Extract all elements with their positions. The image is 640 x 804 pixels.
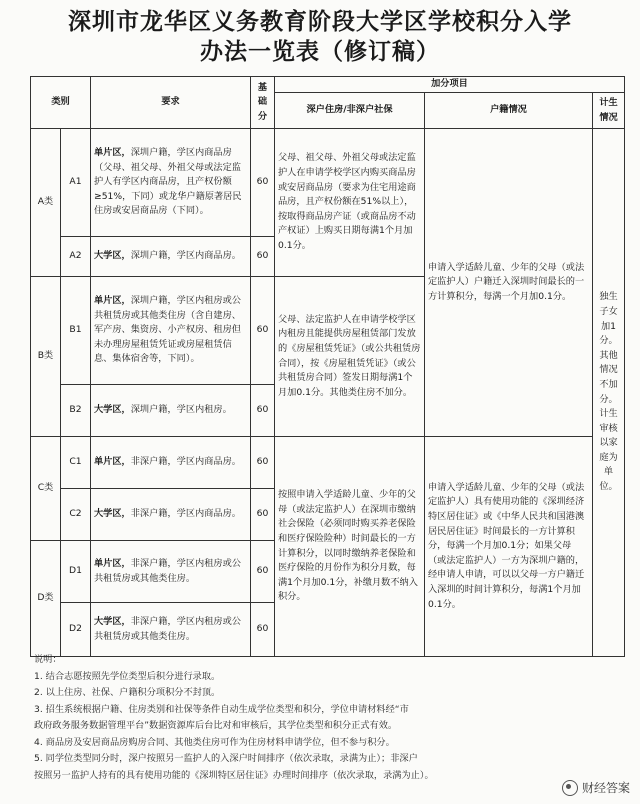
row-requirement bbox=[91, 603, 251, 657]
row-code: B1 bbox=[61, 277, 91, 385]
zone-label: 大学区， bbox=[94, 615, 131, 627]
header-requirement: 要求 bbox=[91, 77, 251, 129]
group-a: A类 bbox=[31, 129, 61, 277]
watermark bbox=[562, 779, 630, 796]
page-subtitle: 办法一览表（修订稿） bbox=[200, 39, 440, 65]
bonus-hukou-ab: 申请入学适龄儿童、少年的父母（或法定监护人）户籍迁入深圳时间最长的一方计算积分，每满一个月加0.1分。 bbox=[425, 129, 593, 437]
header-category: 类别 bbox=[31, 77, 91, 129]
requirement-text: 深圳户籍，学区内商品房。 bbox=[130, 250, 241, 262]
group-d: D类 bbox=[31, 541, 61, 657]
requirement-text: 非深户籍，学区内租房或公共租赁房或其他类住房。 bbox=[94, 615, 241, 642]
row-code: D1 bbox=[61, 541, 91, 603]
row-requirement bbox=[91, 237, 251, 277]
base-score: 60 bbox=[251, 603, 275, 657]
bonus-social-cd: 按照申请入学适龄儿童、少年的父母（或法定监护人）在深圳市缴纳社会保险（必须同时购买养老保险和医疗保险险种）时间最长的一方计算积分，以同时缴纳养老保险和医疗保险的月份作为积分月数，每满1个月加0.1分，补缴月数不纳入积分。 bbox=[275, 437, 425, 657]
zone-label: 大学区， bbox=[94, 508, 131, 520]
page-title: 深圳市龙华区义务教育阶段大学区学校积分入学 bbox=[68, 9, 572, 35]
header-hukou: 户籍情况 bbox=[425, 93, 593, 129]
scoring-table bbox=[30, 76, 625, 657]
zone-label: 大学区， bbox=[94, 250, 131, 262]
row-requirement bbox=[91, 277, 251, 385]
row-requirement bbox=[91, 385, 251, 437]
row-code: C2 bbox=[61, 489, 91, 541]
note-line: 政府政务服务数据管理平台”数据资源库后台比对和审核后，其学位类型和积分正式有效。 bbox=[34, 720, 398, 731]
row-requirement bbox=[91, 437, 251, 489]
family-planning-note: 独生子女加1分。其他情况不加分。计生审核以家庭为单位。 bbox=[593, 129, 625, 657]
note-line: 4. 商品房及安居商品房购房合同、其他类住房可作为住房材料申请学位，但不参与积分。 bbox=[34, 736, 395, 748]
row-code: A2 bbox=[61, 237, 91, 277]
zone-label: 单片区， bbox=[94, 557, 131, 569]
requirement-text: 深圳户籍，学区内租房或公共租赁房或其他类住房（含自建房、军产房、集资房、小产权房、租房但未办理房屋租赁凭证或房屋租赁信息、集体宿舍等，下同）。 bbox=[94, 295, 241, 365]
row-requirement bbox=[91, 541, 251, 603]
base-score: 60 bbox=[251, 385, 275, 437]
requirement-text: 非深户籍，学区内租房或公共租赁房或其他类住房。 bbox=[94, 557, 241, 584]
base-score: 60 bbox=[251, 129, 275, 237]
group-b: B类 bbox=[31, 277, 61, 437]
row-code: C1 bbox=[61, 437, 91, 489]
zone-label: 大学区， bbox=[94, 404, 131, 416]
zone-label: 单片区， bbox=[94, 456, 131, 468]
row-code: B2 bbox=[61, 385, 91, 437]
notes-heading: 说明： bbox=[34, 654, 62, 665]
header-base-score: 基础分 bbox=[251, 77, 275, 129]
bonus-residence-b: 父母、法定监护人在申请学校学区内租房且能提供房屋租赁部门发放的《房屋租赁凭证》（或公共租赁房合同），按《房屋租赁凭证》（或公共租赁房合同）签发日期每满1个月加0.1分。其他类住房不加分。 bbox=[275, 277, 425, 437]
note-line: 1. 结合志愿按照先学位类型后积分进行录取。 bbox=[34, 670, 221, 682]
base-score: 60 bbox=[251, 437, 275, 489]
header-bonus-items: 加分项目 bbox=[275, 77, 625, 93]
requirement-text: 非深户籍，学区内商品房。 bbox=[130, 508, 241, 520]
note-line: 5. 同学位类型同分时，深户按照另一监护人的入深户时间排序（依次录取，录满为止）；非深户 bbox=[34, 753, 418, 764]
bonus-hukou-cd: 申请入学适龄儿童、少年的父母（或法定监护人）具有使用功能的《深圳经济特区居住证》或《中华人民共和国港澳居民居住证》时间最长的一方计算积分，每满一个月加0.1分；如果父母（或法定监护人）一方为深圳户籍的，经申请人申请，可以以父母一方户籍迁入深圳的时间计算积分，每满1个月加0.1分。 bbox=[425, 437, 593, 657]
base-score: 60 bbox=[251, 237, 275, 277]
group-c: C类 bbox=[31, 437, 61, 541]
bonus-residence-a: 父母、祖父母、外祖父母或法定监护人在申请学校学区内购买商品房或安居商品房（要求为住宅用途商品房，且产权份额在51%以上），按取得商品房产证（或商品房不动产权证）上购买日期每满1个月加0.1分。 bbox=[275, 129, 425, 277]
requirement-text: 深圳户籍，学区内商品房（父母、祖父母、外祖父母或法定监护人有学区内商品房，且产权份额≥51%，下同）或龙华户籍原著居民住房或安居商品房（下同）。 bbox=[94, 147, 242, 217]
row-code: A1 bbox=[61, 129, 91, 237]
row-requirement bbox=[91, 489, 251, 541]
requirement-text: 深圳户籍，学区内租房。 bbox=[130, 404, 232, 416]
requirement-text: 非深户籍，学区内商品房。 bbox=[130, 456, 241, 468]
row-code: D2 bbox=[61, 603, 91, 657]
base-score: 60 bbox=[251, 277, 275, 385]
zone-label: 单片区， bbox=[94, 147, 131, 159]
row-requirement bbox=[91, 129, 251, 237]
note-line: 3. 招生系统根据户籍、住房类别和社保等条件自动生成学位类型和积分，学位申请材料经“市 bbox=[34, 703, 409, 715]
wechat-icon bbox=[562, 780, 578, 796]
watermark-text: 财经答案 bbox=[581, 781, 630, 795]
base-score: 60 bbox=[251, 541, 275, 603]
header-family-planning: 计生情况 bbox=[593, 93, 625, 129]
notes-section bbox=[34, 652, 620, 784]
zone-label: 单片区， bbox=[94, 295, 131, 307]
note-line: 按照另一监护人持有的具有使用功能的《深圳特区居住证》办理时间排序（依次录取，录满为止）。 bbox=[34, 769, 434, 781]
base-score: 60 bbox=[251, 489, 275, 541]
header-residence-social: 深户住房/非深户社保 bbox=[275, 93, 425, 129]
note-line: 2. 以上住房、社保、户籍积分项积分不封顶。 bbox=[34, 687, 221, 698]
